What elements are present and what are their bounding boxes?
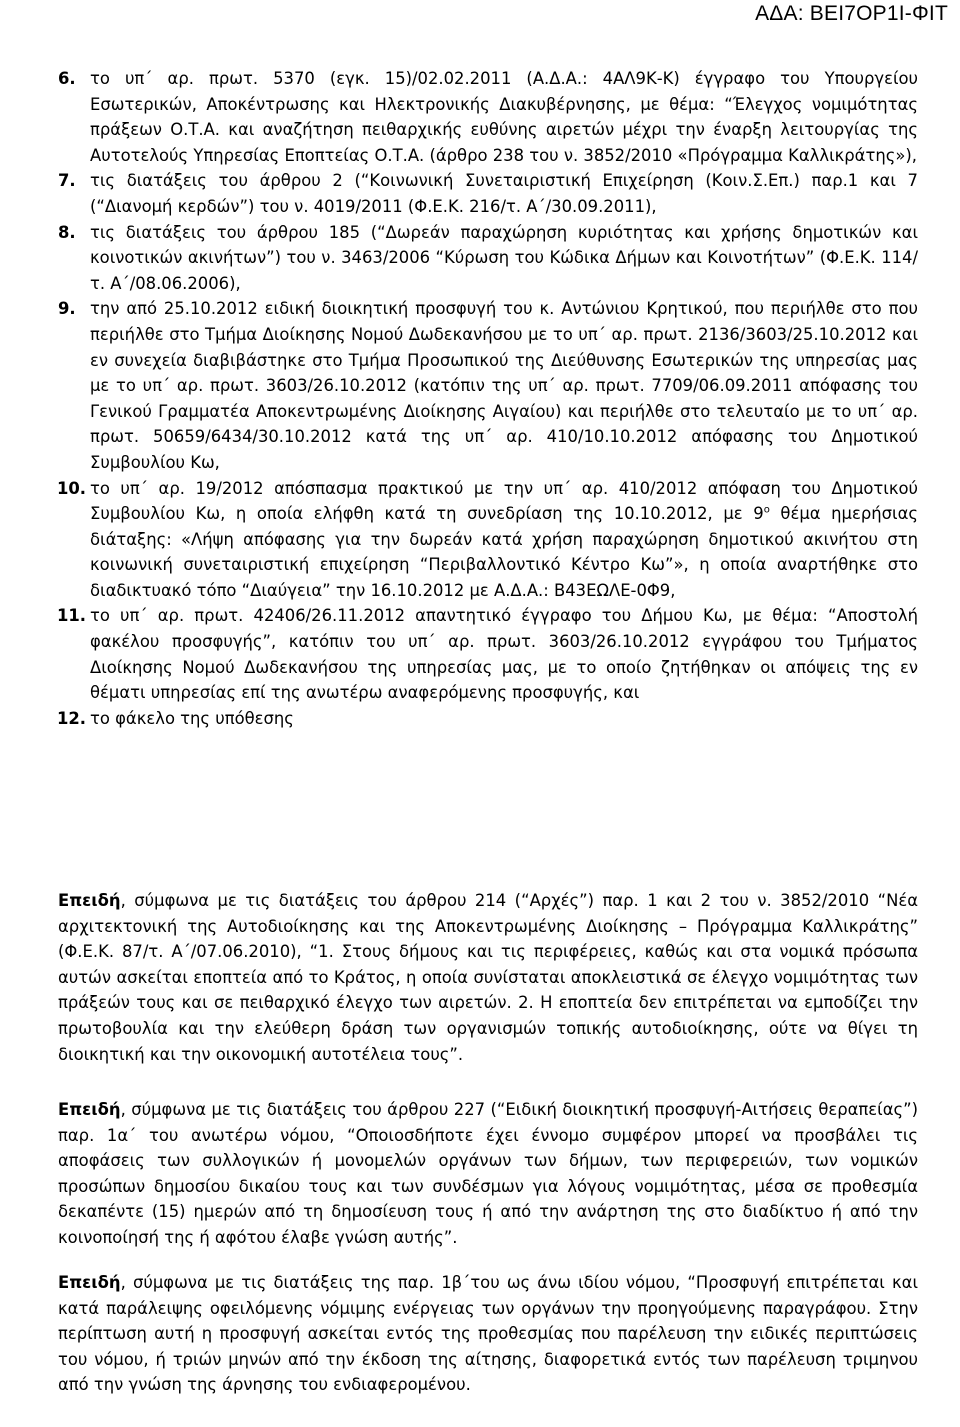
paragraph-epeidi-2	[58, 1097, 918, 1251]
item-number: 6.	[58, 69, 76, 88]
item-number: 8.	[58, 222, 76, 242]
item-number: 11.	[57, 606, 87, 626]
paragraph-lead: Επειδή	[58, 1273, 121, 1292]
list-item	[58, 296, 918, 475]
item-text: το υπ΄ αρ. πρωτ. 5370 (εγκ. 15)/02.02.2011 (Α.Δ.Α.: 4ΑΛ9Κ-Κ) έγγραφο του Υπουργείου Εσωτερικών, Αποκέντρωσης και Ηλεκτρονικής Διακυβέρνησης, με θέμα: “Έλεγχος νομιμότητας πράξεων Ο.Τ.Α. και αναζήτηση πειθαρχικής ευθύνης αιρετών μέχρι την έναρξη λειτουργίας της Αυτοτελούς Υπηρεσίας Εποπτείας Ο.Τ.Α. (άρθρο 238 του ν. 3852/2010 «Πρόγραμμα Καλλικράτης»),	[90, 69, 918, 165]
list-item	[58, 603, 918, 705]
item-text: την από 25.10.2012 ειδική διοικητική προσφυγή του κ. Αντώνιου Κρητικού, που περιήλθε στο που περιήλθε στο Τμήμα Διοίκησης Νομού Δωδεκανήσου με το υπ΄ αρ. πρωτ. 2136/3603/25.10.2012 και εν συνεχεία διαβιβάστηκε στο Τμήμα Προσωπικού της Διεύθυνσης Εσωτερικών της υπηρεσίας μας με το υπ΄ αρ. πρωτ. 3603/26.10.2012 (κατόπιν της υπ΄ αρ. πρωτ. 7709/06.09.2011 απόφασης του Γενικού Γραμματέα Αποκεντρωμένης Διοίκησης Αιγαίου) και περιήλθε στο τελευταίο με το υπ΄ αρ. πρωτ. 50659/6434/30.10.2012 κατά της υπ΄ αρ. 410/10.10.2012 απόφασης του Δημοτικού Συμβουλίου Κω,	[90, 299, 918, 472]
item-number: 10.	[57, 478, 87, 498]
item-text: το υπ΄ αρ. 19/2012 απόσπασμα πρακτικού με την υπ΄ αρ. 410/2012 απόφαση του Δημοτικού Συμβουλίου Κω, η οποία ελήφθη κατά τη συνεδρίαση της 10.10.2012, με 9	[90, 478, 918, 524]
paragraph-epeidi-3	[58, 1270, 918, 1398]
list-item	[58, 168, 918, 219]
item-number: 12.	[57, 708, 87, 728]
paragraph-text: , σύμφωνα με τις διατάξεις του άρθρου 227 (“Ειδική διοικητική προσφυγή-Αιτήσεις θεραπείας”) παρ. 1α΄ του ανωτέρω νόμου, “Οποιοσδήποτε έχει έννομο συμφέρον μπορεί να προσβάλει τις αποφάσεις των συλλογικών ή μονομελών οργάνων των δήμων, των περιφερειών, των νομικών προσώπων δημοσίου δικαίου τους και των συνδέσμων για λόγους νομιμότητας, μέσα σε προθεσμία δεκαπέντε (15) ημερών από τη δημοσίευση τους ή από την ανάρτηση της στο διαδίκτυο ή από την κοινοποίησή της ή αφότου έλαβε γνώση αυτής”.	[58, 1100, 918, 1247]
ada-code: ΑΔΑ: ΒΕΙ7ΟΡ1Ι-ΦΙΤ	[755, 2, 948, 25]
item-text: το φάκελο της υπόθεσης	[90, 708, 294, 728]
item-text: τις διατάξεις του άρθρου 185 (“Δωρεάν παραχώρηση κυριότητας και χρήσης δημοτικών και κοινοτικών ακινήτων”) του ν. 3463/2006 “Κύρωση του Κώδικα Δήμων και Κοινοτήτων” (Φ.Ε.Κ. 114/τ. Α΄/08.06.2006),	[90, 222, 918, 293]
superscript-ordinal: ο	[763, 504, 770, 516]
paragraph-epeidi-1	[58, 888, 918, 1067]
item-text: θέμα ημερήσιας διάταξης: «Λήψη απόφασης για την δωρεάν κατά χρήση παραχώρηση δημοτικού ακινήτου στη κοινωνική συνεταιριστική επιχείρηση “Περιβαλλοντικό Κέντρο Κω”», η οποία αναρτήθηκε στο διαδικτυακό τόπο “Διαύγεια” την 16.10.2012 με Α.Δ.Α.: Β43ΕΩΛΕ-0Φ9,	[90, 504, 918, 600]
list-item	[58, 220, 918, 297]
paragraph-text: , σύμφωνα με τις διατάξεις του άρθρου 214 (“Αρχές”) παρ. 1 και 2 του ν. 3852/2010 “Νέα αρχιτεκτονική της Αυτοδιοίκησης και της Αποκεντρωμένης Διοίκησης – Πρόγραμμα Καλλικράτης” (Φ.Ε.Κ. 87/τ. Α΄/07.06.2010), “1. Στους δήμους και τις περιφέρειες, καθώς και στα νομικά πρόσωπα αυτών ασκείται εποπτεία από το Κράτος, η οποία συνίσταται αποκλειστικά σε έλεγχο νομιμότητας των πράξεών τους και σε πειθαρχικό έλεγχο των αιρετών. 2. Η εποπτεία δεν επιτρέπεται να εμποδίζει την πρωτοβουλία και την ελεύθερη δράση των οργανισμών τοπικής αυτοδιοίκησης, ούτε να θίγει τη διοικητική και την οικονομική αυτοτέλεια τους”.	[58, 891, 918, 1064]
list-item	[58, 476, 918, 604]
paragraph-text: , σύμφωνα με τις διατάξεις της παρ. 1β΄του ως άνω ιδίου νόμου, “Προσφυγή επιτρέπεται και κατά παράλειψης οφειλόμενης νόμιμης ενέργειας των οργάνων την προηγούμενης παραγράφου. Στην περίπτωση αυτή η προσφυγή ασκείται εντός της προθεσμίας που παρέλευση την ειδικές περιπτώσεις του νόμου, ή τριών μηνών από την έκδοση της αίτησης, διαφορετικά εντός των παρέλευση τριμηνου από την γνώση της άρνησης του ενδιαφερομένου.	[58, 1273, 918, 1395]
item-text: το υπ΄ αρ. πρωτ. 42406/26.11.2012 απαντητικό έγγραφο του Δήμου Κω, με θέμα: “Αποστολή φακέλου προσφυγής”, κατόπιν του υπ΄ αρ. πρωτ. 3603/26.10.2012 εγγράφου του Τμήματος Διοίκησης Νομού Δωδεκανήσου της υπηρεσίας μας, με το οποίο ζητήθηκαν οι απόψεις της εν θέματι υπηρεσίας επί της ανωτέρω αναφερόμενης προσφυγής, και	[90, 606, 918, 703]
paragraph-lead: Επειδή	[58, 1100, 121, 1119]
list-item	[58, 706, 918, 732]
item-number: 9.	[58, 299, 76, 319]
item-number: 7.	[58, 171, 76, 191]
list-item	[58, 66, 918, 168]
numbered-list	[58, 66, 918, 731]
item-text: τις διατάξεις του άρθρου 2 (“Κοινωνική Συνεταιριστική Επιχείρηση (Κοιν.Σ.Επ.) παρ.1 και 7 (“Διανομή κερδών”) του ν. 4019/2011 (Φ.Ε.Κ. 216/τ. Α΄/30.09.2011),	[90, 171, 918, 216]
paragraph-lead: Επειδή	[58, 891, 121, 910]
